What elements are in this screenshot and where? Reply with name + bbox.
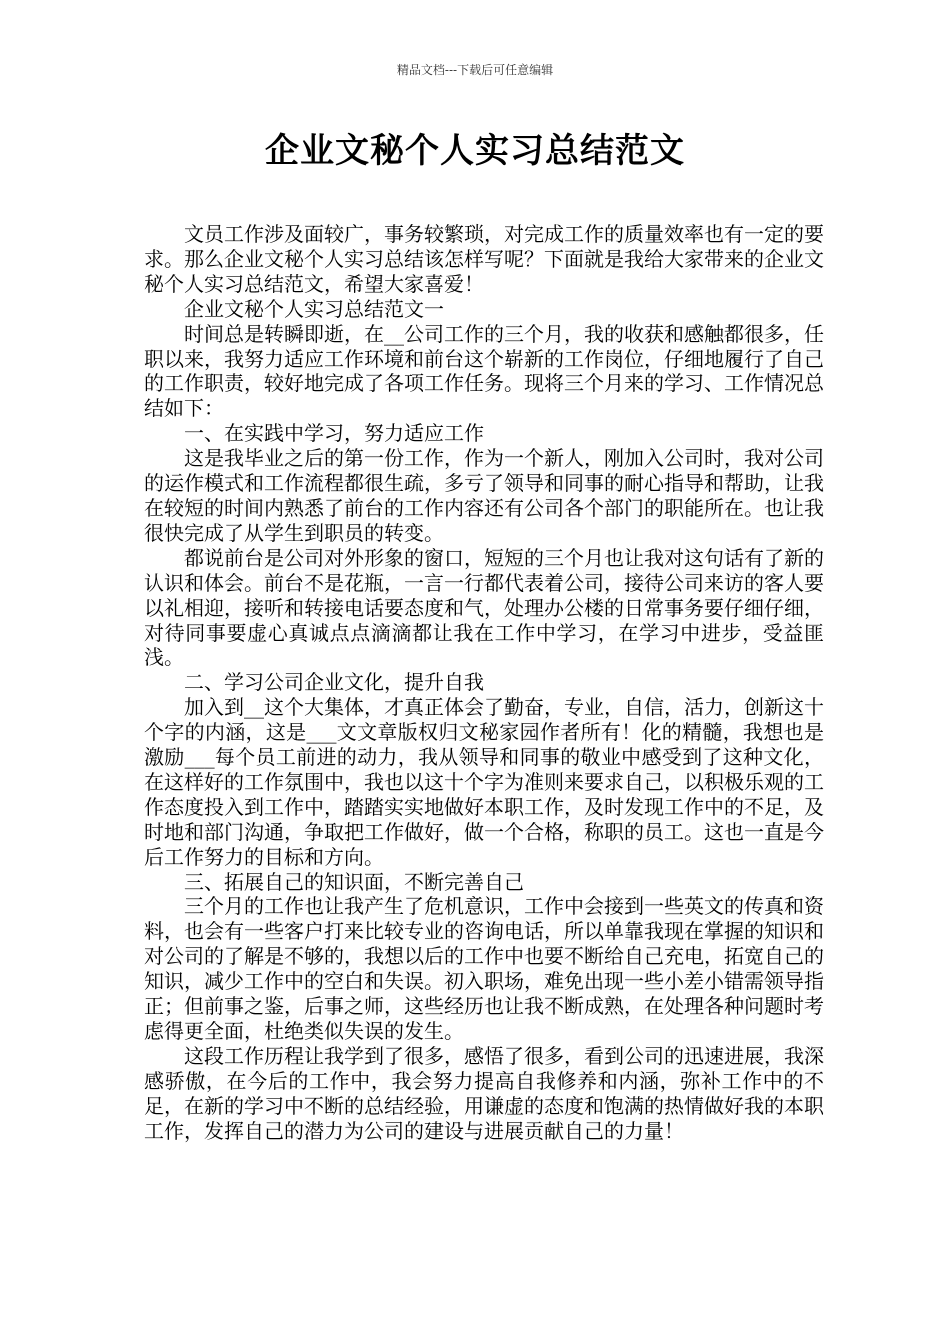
paragraph: 三个月的工作也让我产生了危机意识，工作中会接到一些英文的传真和资料，也会有一些客户打来比较专业的咨询电话，所以单靠我现在掌握的知识和对公司的了解是不够的，我想以后的工作中也要不断给自己充电，拓宽自己的知识，减少工作中的空白和失误。初入职场，难免出现一些小差小错需领导指正；但前事之鉴，后事之师，这些经历也让我不断成熟，在处理各种问题时考虑得更全面，杜绝类似失误的发生。 <box>144 894 824 1043</box>
page-title: 企业文秘个人实习总结范文 <box>265 131 685 171</box>
paragraph-intro: 文员工作涉及面较广，事务较繁琐，对完成工作的质量效率也有一定的要求。那么企业文秘个人实习总结该怎样写呢？下面就是我给大家带来的企业文秘个人实习总结范文，希望大家喜爱！ <box>144 222 824 296</box>
section-heading: 企业文秘个人实习总结范文一 <box>184 296 444 321</box>
subsection-heading: 一、在实践中学习，努力适应工作 <box>184 421 484 446</box>
header-note: 精品文档---下载后可任意编辑 <box>396 63 554 77</box>
subsection-heading: 三、拓展自己的知识面，不断完善自己 <box>184 869 524 894</box>
paragraph: 都说前台是公司对外形象的窗口，短短的三个月也让我对这句话有了新的认识和体会。前台不是花瓶，一言一行都代表着公司，接待公司来访的客人要以礼相迎，接听和转接电话要态度和气，处理办公楼的日常事务要仔细仔细，对待同事要虚心真诚点点滴滴都让我在工作中学习，在学习中进步，受益匪浅。 <box>144 545 824 670</box>
paragraph-conclusion: 这段工作历程让我学到了很多，感悟了很多，看到公司的迅速进展，我深感骄傲，在今后的工作中，我会努力提高自我修养和内涵，弥补工作中的不足，在新的学习中不断的总结经验，用谦虚的态度和饱满的热情做好我的本职工作，发挥自己的潜力为公司的建设与进展贡献自己的力量！ <box>144 1043 824 1143</box>
paragraph: 这是我毕业之后的第一份工作，作为一个新人，刚加入公司时，我对公司的运作模式和工作流程都很生疏，多亏了领导和同事的耐心指导和帮助，让我在较短的时间内熟悉了前台的工作内容还有公司各个部门的职能所在。也让我很快完成了从学生到职员的转变。 <box>144 446 824 545</box>
paragraph: 加入到__这个大集体，才真正体会了勤奋，专业，自信，活力，创新这十个字的内涵，这是___文文章版权归文秘家园作者所有！化的精髓，我想也是激励___每个员工前进的动力，我从领导和同事的敬业中感受到了这种文化，在这样好的工作氛围中，我也以这十个字为准则来要求自己，以积极乐观的工作态度投入到工作中，踏踏实实地做好本职工作，及时发现工作中的不足，及时地和部门沟通，争取把工作做好，做一个合格，称职的员工。这也一直是今后工作努力的目标和方向。 <box>144 695 824 869</box>
paragraph: 时间总是转瞬即逝，在__公司工作的三个月，我的收获和感触都很多，任职以来，我努力适应工作环境和前台这个崭新的工作岗位，仔细地履行了自己的工作职责，较好地完成了各项工作任务。现将三个月来的学习、工作情况总结如下： <box>144 321 824 421</box>
document-body <box>144 222 824 1144</box>
subsection-heading: 二、学习公司企业文化，提升自我 <box>184 670 484 695</box>
